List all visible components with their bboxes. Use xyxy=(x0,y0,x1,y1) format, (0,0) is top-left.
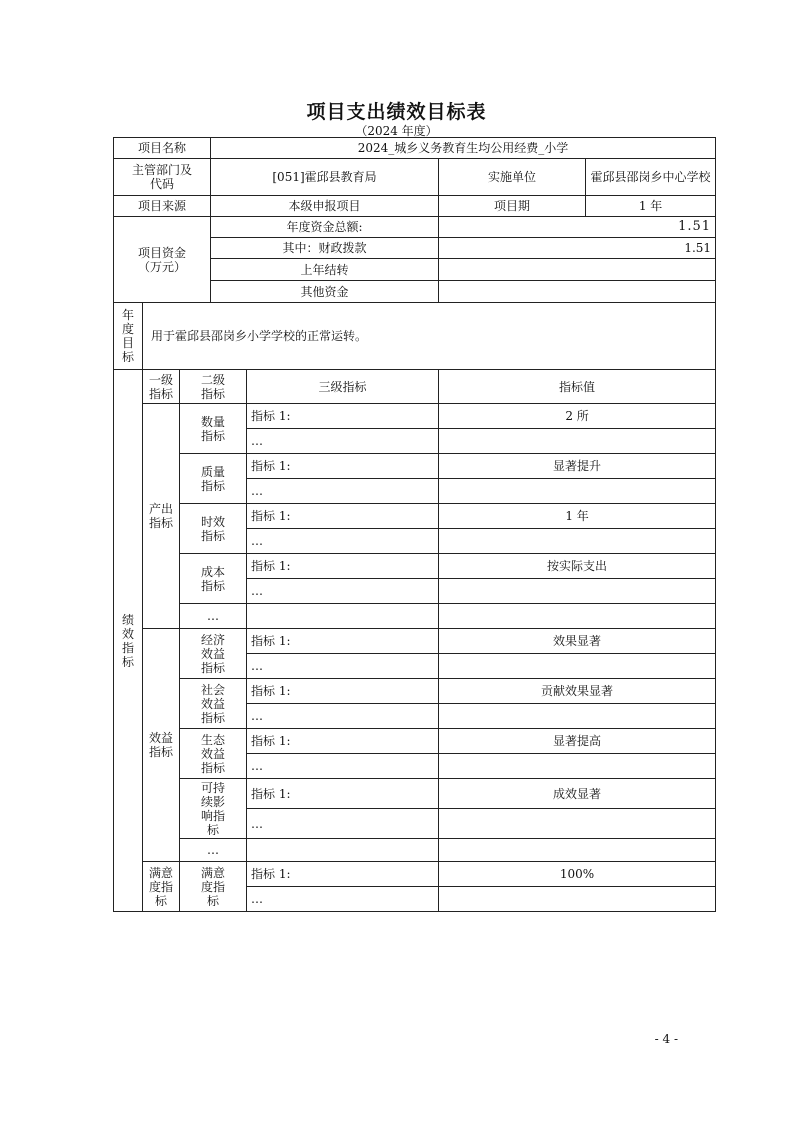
sustainable-indicator-label-text: 可持续影响指标 xyxy=(200,780,225,837)
impl-unit-label: 实施单位 xyxy=(439,159,586,196)
benefit-indicator-label-text: 效益指标 xyxy=(148,731,173,759)
level2-header xyxy=(180,370,247,404)
empty-value-cell xyxy=(439,654,716,679)
cost-indicator-label-text: 成本指标 xyxy=(200,564,225,593)
economic-indicator-label xyxy=(180,629,247,679)
benefit-indicator-label xyxy=(143,629,180,862)
benefit-more-label: … xyxy=(180,839,247,862)
project-name-label: 项目名称 xyxy=(114,138,211,159)
satisfaction-level2-label xyxy=(180,862,247,912)
page-number: - 4 - xyxy=(654,1032,678,1046)
satisfaction-level2-label-text: 满意度指标 xyxy=(200,865,225,908)
quality-indicator-name: 指标 1: xyxy=(247,454,439,479)
empty-value-cell xyxy=(439,604,716,629)
level2-header-text: 二级指标 xyxy=(200,372,225,401)
performance-label xyxy=(114,370,143,912)
empty-value-cell xyxy=(439,887,716,912)
last-year-label: 上年结转 xyxy=(211,259,439,281)
empty-value-cell xyxy=(439,704,716,729)
timeliness-indicator-more: … xyxy=(247,529,439,554)
cost-indicator-value: 按实际支出 xyxy=(439,554,716,579)
empty-value-cell xyxy=(439,429,716,454)
quantity-indicator-label xyxy=(180,404,247,454)
quantity-indicator-name: 指标 1: xyxy=(247,404,439,429)
source-value: 本级申报项目 xyxy=(211,196,439,217)
timeliness-indicator-value: 1 年 xyxy=(439,504,716,529)
satisfaction-level1-label-text: 满意度指标 xyxy=(148,865,173,908)
social-indicator-name: 指标 1: xyxy=(247,679,439,704)
satisfaction-indicator-name: 指标 1: xyxy=(247,862,439,887)
annual-total-value: 1.51 xyxy=(439,217,716,238)
level1-header xyxy=(143,370,180,404)
performance-goal-table xyxy=(113,137,716,912)
impl-unit-value: 霍邱县邵岗乡中心学校 xyxy=(586,159,716,196)
timeliness-indicator-label xyxy=(180,504,247,554)
satisfaction-indicator-value: 100% xyxy=(439,862,716,887)
satisfaction-level1-label xyxy=(143,862,180,912)
output-indicator-label-text: 产出指标 xyxy=(148,502,173,530)
economic-indicator-value: 效果显著 xyxy=(439,629,716,654)
timeliness-indicator-name: 指标 1: xyxy=(247,504,439,529)
level1-header-text: 一级指标 xyxy=(148,372,173,401)
economic-indicator-label-text: 经济效益指标 xyxy=(200,632,225,675)
funds-label xyxy=(114,217,211,303)
economic-indicator-more: … xyxy=(247,654,439,679)
quality-indicator-value: 显著提升 xyxy=(439,454,716,479)
sustainable-indicator-value: 成效显著 xyxy=(439,779,716,809)
social-indicator-label xyxy=(180,679,247,729)
ecological-indicator-name: 指标 1: xyxy=(247,729,439,754)
sustainable-indicator-label xyxy=(180,779,247,839)
level3-header: 三级指标 xyxy=(247,370,439,404)
ecological-indicator-label-text: 生态效益指标 xyxy=(200,732,225,775)
empty-cell xyxy=(247,604,439,629)
department-label-text: 主管部门及代码 xyxy=(132,163,193,191)
quality-indicator-label-text: 质量指标 xyxy=(200,464,225,493)
empty-value-cell xyxy=(439,529,716,554)
ecological-indicator-more: … xyxy=(247,754,439,779)
quality-indicator-label xyxy=(180,454,247,504)
funds-label-text: 项目资金（万元） xyxy=(137,245,186,274)
output-indicator-label xyxy=(143,404,180,629)
other-funds-value xyxy=(439,281,716,303)
page-title: 项目支出绩效目标表 xyxy=(306,101,487,123)
ecological-indicator-label xyxy=(180,729,247,779)
annual-total-label: 年度资金总额: xyxy=(211,217,439,238)
performance-label-text: 绩效指标 xyxy=(121,612,134,669)
sustainable-indicator-more: … xyxy=(247,809,439,839)
sustainable-indicator-name: 指标 1: xyxy=(247,779,439,809)
project-name-value: 2024_城乡义务教育生均公用经费_小学 xyxy=(211,138,716,159)
quality-indicator-more: … xyxy=(247,479,439,504)
quantity-indicator-more: … xyxy=(247,429,439,454)
empty-value-cell xyxy=(439,579,716,604)
social-indicator-more: … xyxy=(247,704,439,729)
department-label xyxy=(114,159,211,196)
empty-value-cell xyxy=(439,479,716,504)
fiscal-label: 其中：财政拨款 xyxy=(211,238,439,259)
year-subtitle: （2024 年度） xyxy=(355,124,438,138)
fiscal-value: 1.51 xyxy=(439,238,716,259)
annual-goal-label xyxy=(114,303,143,370)
cost-indicator-name: 指标 1: xyxy=(247,554,439,579)
social-indicator-label-text: 社会效益指标 xyxy=(200,682,225,725)
quantity-indicator-label-text: 数量指标 xyxy=(200,414,225,443)
timeliness-indicator-label-text: 时效指标 xyxy=(200,514,225,543)
cost-indicator-label xyxy=(180,554,247,604)
period-label: 项目期 xyxy=(439,196,586,217)
annual-goal-text: 用于霍邱县邵岗乡小学学校的正常运转。 xyxy=(143,303,716,370)
social-indicator-value: 贡献效果显著 xyxy=(439,679,716,704)
value-header: 指标值 xyxy=(439,370,716,404)
other-funds-label: 其他资金 xyxy=(211,281,439,303)
last-year-value xyxy=(439,259,716,281)
cost-indicator-more: … xyxy=(247,579,439,604)
ecological-indicator-value: 显著提高 xyxy=(439,729,716,754)
source-label: 项目来源 xyxy=(114,196,211,217)
empty-cell xyxy=(247,839,439,862)
satisfaction-indicator-more: … xyxy=(247,887,439,912)
empty-value-cell xyxy=(439,809,716,839)
quantity-indicator-value: 2 所 xyxy=(439,404,716,429)
output-more-label: … xyxy=(180,604,247,629)
empty-value-cell xyxy=(439,839,716,862)
annual-goal-label-text: 年度目标 xyxy=(121,308,134,364)
economic-indicator-name: 指标 1: xyxy=(247,629,439,654)
department-value: [051]霍邱县教育局 xyxy=(211,159,439,196)
empty-value-cell xyxy=(439,754,716,779)
period-value: 1 年 xyxy=(586,196,716,217)
